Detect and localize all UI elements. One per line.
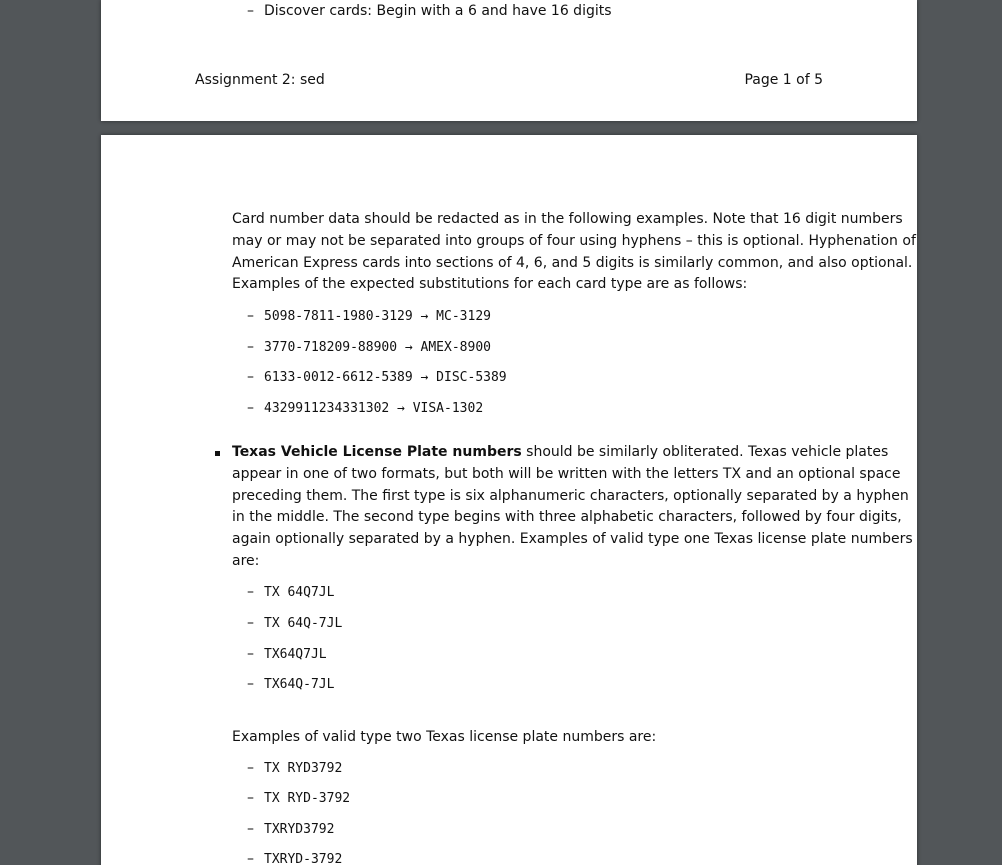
paragraph-line: again optionally separated by a hyphen. Examples of valid type one Texas license plate numbers [232,531,913,548]
list-dash: – [247,646,254,662]
list-dash: – [247,615,254,631]
paragraph-line: may or may not be separated into groups of four using hyphens – this is optional. Hyphenation of [232,232,916,249]
pdf-page-2 [101,135,917,865]
list-dash: – [247,584,254,600]
plate-example: TX 64Q7JL [264,585,335,600]
paragraph-line: in the middle. The second type begins with three alphabetic characters, followed by four digits, [232,509,902,526]
plate-example: TX64Q-7JL [264,677,335,692]
card-redaction-paragraph [232,209,916,296]
list-dash: – [247,3,254,19]
paragraph-line: appear in one of two formats, but both will be written with the letters TX and an optional space [232,465,901,482]
bullet-marker [215,451,220,456]
plate-example: TXRYD-3792 [264,852,343,865]
paragraph-line: Card number data should be redacted as in the following examples. Note that 16 digit numbers [232,211,903,227]
paragraph-line: American Express cards into sections of 4, 6, and 5 digits is similarly common, and also optional. [232,254,913,271]
discover-cards-item: Discover cards: Begin with a 6 and have 16 digits [264,3,612,19]
list-dash: – [247,400,254,416]
list-dash: – [247,790,254,806]
card-example: 5098-7811-1980-3129 → MC-3129 [264,309,491,324]
plate-example: TX RYD-3792 [264,791,351,806]
card-example: 6133-0012-6612-5389 → DISC-5389 [264,370,507,385]
list-dash: – [247,821,254,837]
list-dash: – [247,339,254,355]
license-plate-heading: Texas Vehicle License Plate numbers [232,444,522,460]
list-dash: – [247,369,254,385]
list-dash: – [247,851,254,865]
pdf-page-1 [101,0,917,121]
license-plate-paragraph [232,442,913,573]
list-dash: – [247,760,254,776]
paragraph-line: preceding them. The first type is six alphanumeric characters, optionally separated by a hyphen [232,487,909,504]
plate-example: TX64Q7JL [264,647,327,662]
plate-example: TXRYD3792 [264,822,335,837]
list-dash: – [247,676,254,692]
card-example: 4329911234331302 → VISA-1302 [264,401,484,416]
type-two-intro: Examples of valid type two Texas license plate numbers are: [232,729,657,745]
footer-page-number: Page 1 of 5 [744,72,823,88]
plate-example: TX RYD3792 [264,761,343,776]
card-example: 3770-718209-88900 → AMEX-8900 [264,340,491,355]
paragraph-line: Examples of the expected substitutions for each card type are as follows: [232,276,748,293]
paragraph-text: should be similarly obliterated. Texas vehicle plates [521,444,889,460]
paragraph-line [232,442,889,464]
plate-example: TX 64Q-7JL [264,616,343,631]
list-dash: – [247,308,254,324]
paragraph-line: are: [232,552,260,569]
footer-assignment-title: Assignment 2: sed [195,72,325,88]
